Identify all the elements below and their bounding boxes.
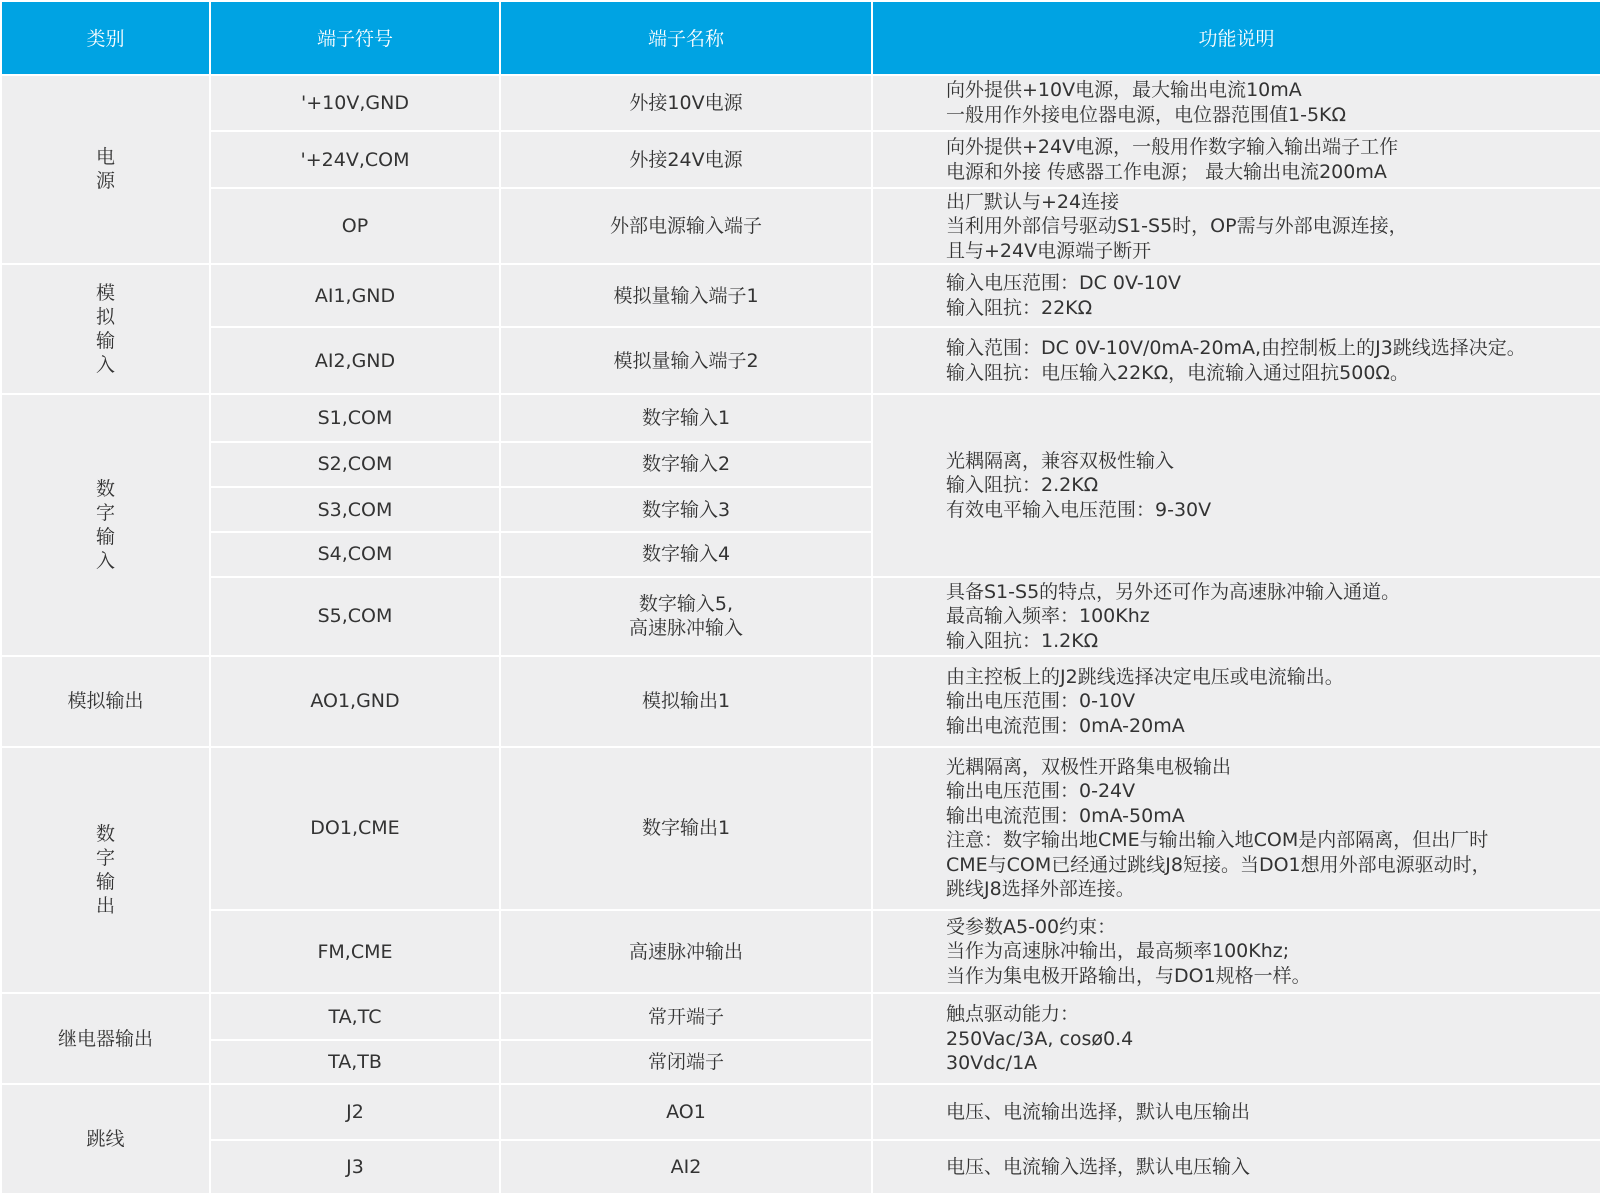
header-symbol: 端子符号	[210, 1, 500, 75]
symbol-cell: J3	[210, 1140, 500, 1195]
category-cell	[1, 264, 210, 394]
desc-cell: 触点驱动能力： 250Vac/3A, cosø0.4 30Vdc/1A	[872, 993, 1600, 1084]
name-cell: 高速脉冲输出	[500, 910, 872, 994]
desc-cell: 向外提供+24V电源，一般用作数字输入输出端子工作 电源和外接 传感器工作电源； 最大输出电流200mA	[872, 131, 1600, 188]
symbol-cell: OP	[210, 188, 500, 264]
desc-cell: 电压、电流输入选择，默认电压输入	[872, 1140, 1600, 1195]
symbol-cell: S4,COM	[210, 532, 500, 576]
table-row	[1, 993, 1600, 1039]
desc-cell: 受参数A5-00约束： 当作为高速脉冲输出，最高频率100Khz; 当作为集电极开路输出，与DO1规格一样。	[872, 910, 1600, 994]
name-cell: AO1	[500, 1084, 872, 1139]
category-cell	[1, 75, 210, 265]
table-row	[1, 131, 1600, 188]
name-cell: AI2	[500, 1140, 872, 1195]
desc-cell: 出厂默认与+24连接 当利用外部信号驱动S1-S5时，OP需与外部电源连接， 且与+24V电源端子断开	[872, 188, 1600, 264]
category-cell: 模拟输出	[1, 656, 210, 747]
desc-cell: 光耦隔离，双极性开路集电极输出 输出电压范围：0-24V 输出电流范围：0mA-50mA 注意：数字输出地CME与输出输入地COM是内部隔离，但出厂时 CME与COM已经通过跳线J8短接。当DO1想用外部电源驱动时， 跳线J8选择外部连接。	[872, 747, 1600, 910]
symbol-cell: J2	[210, 1084, 500, 1139]
header-name: 端子名称	[500, 1, 872, 75]
category-power: 电源	[95, 146, 115, 193]
table-row	[1, 656, 1600, 747]
name-cell: 数字输入1	[500, 394, 872, 441]
header-function: 功能说明	[872, 1, 1600, 75]
table-row	[1, 75, 1600, 131]
header-category: 类别	[1, 1, 210, 75]
symbol-cell: S1,COM	[210, 394, 500, 441]
desc-cell: 具备S1-S5的特点，另外还可作为高速脉冲输入通道。 最高输入频率：100Khz 输入阻抗：1.2KΩ	[872, 577, 1600, 657]
category-cell: 继电器输出	[1, 993, 210, 1084]
table-row	[1, 1084, 1600, 1139]
name-cell: 模拟量输入端子1	[500, 264, 872, 326]
desc-cell: 由主控板上的J2跳线选择决定电压或电流输出。 输出电压范围：0-10V 输出电流范围：0mA-20mA	[872, 656, 1600, 747]
name-cell: 常闭端子	[500, 1040, 872, 1084]
table-row	[1, 747, 1600, 910]
name-cell: 模拟量输入端子2	[500, 327, 872, 394]
desc-cell: 电压、电流输出选择，默认电压输出	[872, 1084, 1600, 1139]
category-cell	[1, 747, 210, 994]
category-digital-output: 数字输出	[95, 823, 115, 918]
symbol-cell: DO1,CME	[210, 747, 500, 910]
symbol-cell: TA,TC	[210, 993, 500, 1039]
table-row	[1, 1140, 1600, 1195]
name-cell: 数字输入5, 高速脉冲输入	[500, 577, 872, 657]
desc-cell: 输入范围：DC 0V-10V/0mA-20mA,由控制板上的J3跳线选择决定。 输入阻抗：电压输入22KΩ，电流输入通过阻抗500Ω。	[872, 327, 1600, 394]
symbol-cell: FM,CME	[210, 910, 500, 994]
symbol-cell: AO1,GND	[210, 656, 500, 747]
desc-cell: 输入电压范围：DC 0V-10V 输入阻抗：22KΩ	[872, 264, 1600, 326]
name-cell: 数字输入4	[500, 532, 872, 576]
desc-cell: 向外提供+10V电源，最大输出电流10mA 一般用作外接电位器电源，电位器范围值1-5KΩ	[872, 75, 1600, 131]
table-row	[1, 327, 1600, 394]
symbol-cell: AI2,GND	[210, 327, 500, 394]
table-row	[1, 394, 1600, 441]
table-row	[1, 264, 1600, 326]
header-row	[1, 1, 1600, 75]
category-analog-input: 模拟输入	[95, 282, 115, 377]
symbol-cell: TA,TB	[210, 1040, 500, 1084]
name-cell: 外接24V电源	[500, 131, 872, 188]
name-cell: 模拟输出1	[500, 656, 872, 747]
symbol-cell: S5,COM	[210, 577, 500, 657]
category-digital-input: 数字输入	[95, 478, 115, 573]
symbol-cell: AI1,GND	[210, 264, 500, 326]
symbol-cell: S3,COM	[210, 487, 500, 532]
table-row	[1, 188, 1600, 264]
category-cell: 跳线	[1, 1084, 210, 1194]
symbol-cell: '+24V,COM	[210, 131, 500, 188]
name-cell: 常开端子	[500, 993, 872, 1039]
symbol-cell: S2,COM	[210, 442, 500, 487]
name-cell: 数字输入2	[500, 442, 872, 487]
table-row	[1, 577, 1600, 657]
name-cell: 数字输出1	[500, 747, 872, 910]
symbol-cell: '+10V,GND	[210, 75, 500, 131]
desc-cell: 光耦隔离，兼容双极性输入 输入阻抗：2.2KΩ 有效电平输入电压范围：9-30V	[872, 394, 1600, 576]
name-cell: 外接10V电源	[500, 75, 872, 131]
category-cell	[1, 394, 210, 656]
name-cell: 数字输入3	[500, 487, 872, 532]
table-row	[1, 910, 1600, 994]
name-cell: 外部电源输入端子	[500, 188, 872, 264]
